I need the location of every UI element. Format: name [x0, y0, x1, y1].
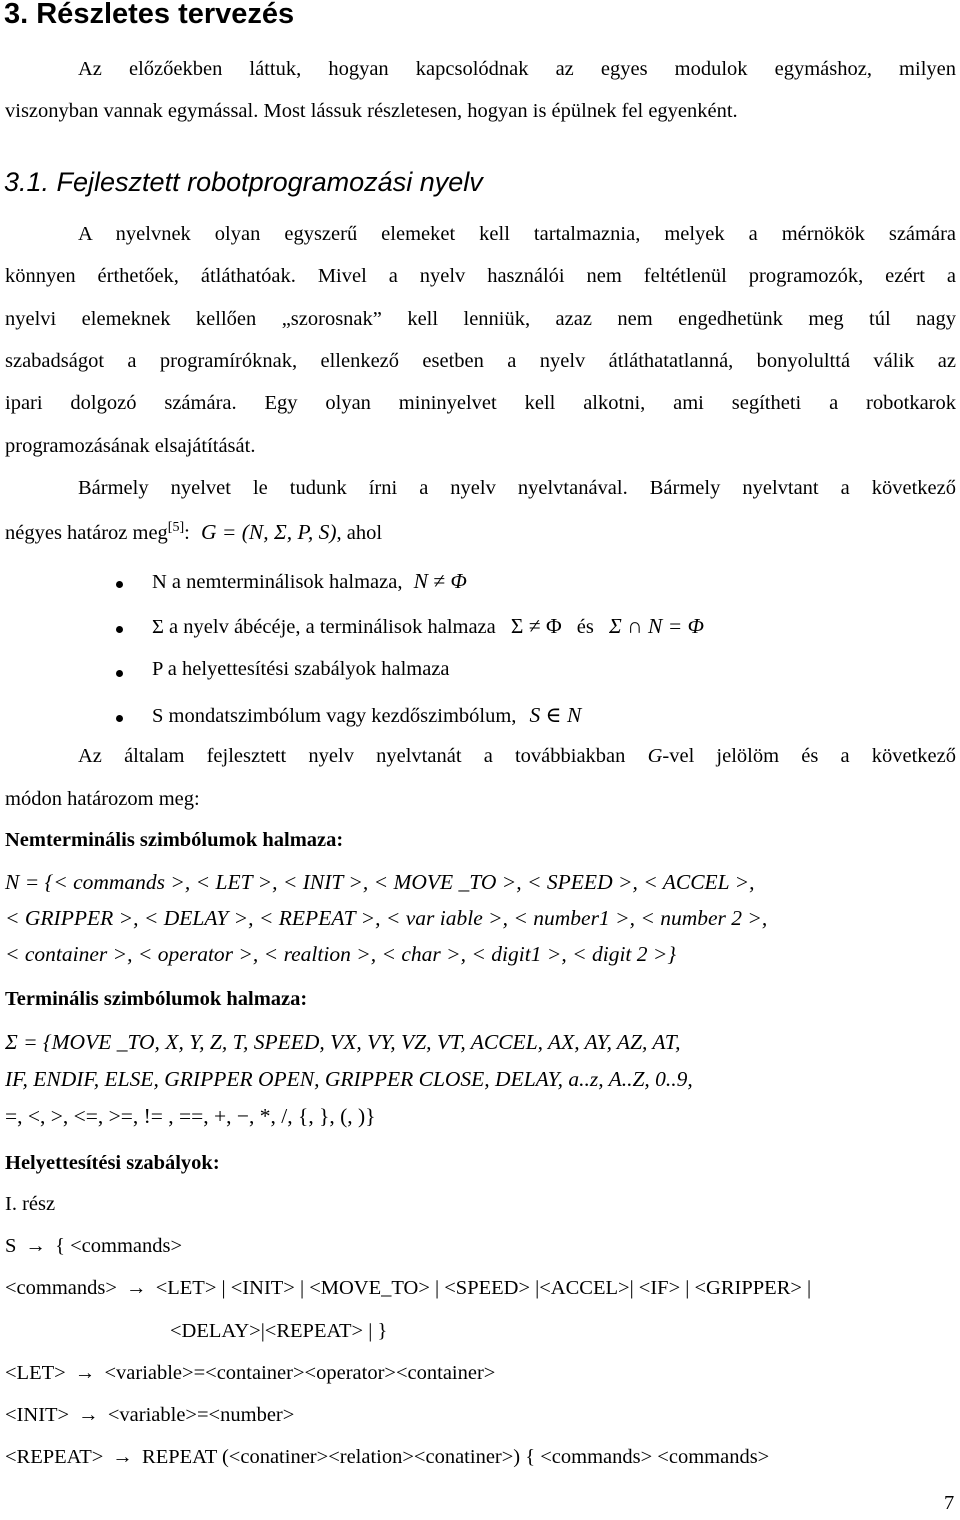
rule-2-lhs: <commands> — [5, 1277, 117, 1299]
terminals-line-3: =, <, >, <=, >=, != , ==, +, −, *, /, {, }, (, )} — [5, 1104, 376, 1128]
para2-line-1: Bármely nyelvet le tudunk írni a nyelv nyelvtanával. Bármely nyelvtant a következő — [78, 477, 956, 499]
intro-line-1: Az előzőekben láttuk, hogyan kapcsolódnak az egyes modulok egymáshoz, milyen — [78, 58, 956, 80]
para1-line-6: programozásának elsajátítását. — [5, 435, 256, 457]
rules-part: I. rész — [5, 1193, 56, 1215]
arrow-icon: → — [126, 1277, 147, 1299]
rule-5-lhs: <REPEAT> — [5, 1446, 104, 1468]
section-title: 3. Részletes tervezés — [4, 0, 295, 30]
rule-4-lhs: <INIT> — [5, 1404, 70, 1426]
para1-line-3: nyelvi elemeknek kellően „szorosnak” kell lenniük, azaz nem engedhetünk meg túl nagy — [5, 308, 956, 330]
para3-line-1 — [78, 745, 956, 768]
arrow-icon: → — [25, 1235, 47, 1257]
bullet-2-formula-2: Σ ∩ N = Φ — [609, 614, 705, 638]
para1-line-4: szabadságot a programíróknak, ellenkező esetben a nyelv átláthatatlanná, bonyolulttá válik az — [5, 350, 956, 372]
nonterminals-line-1: N = {< commands >, < LET >, < INIT >, < MOVE _TO >, < SPEED >, < ACCEL >, — [5, 870, 755, 894]
intro-line-2: viszonyban vannak egymással. Most lássuk részletesen, hogyan is épülnek fel egyenként. — [5, 100, 738, 122]
terminals-line-1: Σ = {MOVE _TO, X, Y, Z, T, SPEED, VX, VY, VZ, VT, ACCEL, AX, AY, AZ, AT, — [5, 1030, 681, 1054]
bullet-1 — [152, 569, 467, 594]
para3-post: -vel jelölöm és a következő — [662, 745, 956, 767]
rule-4 — [5, 1404, 294, 1427]
rule-3-rhs: <variable>=<container><operator><container> — [104, 1362, 496, 1384]
rule-3-lhs: <LET> — [5, 1362, 66, 1384]
nonterminals-line-3: < container >, < operator >, < realtion >, < char >, < digit1 >, < digit 2 >} — [5, 942, 677, 966]
para2-colon: : — [184, 522, 190, 544]
para1-line-1: A nyelvnek olyan egyszerű elemeket kell tartalmaznia, melyek a mérnökök számára — [78, 223, 956, 245]
para3-pre: Az általam fejlesztett nyelv nyelvtanát a továbbiakban — [78, 745, 626, 767]
para2-line-2 — [5, 520, 382, 545]
nonterminals-heading: Nemterminális szimbólumok halmaza: — [5, 829, 344, 851]
bullet-3-text: P a helyettesítési szabályok halmaza — [152, 658, 450, 680]
para1-line-5: ipari dolgozó számára. Egy olyan mininyelvet kell alkotni, ami segítheti a robotkarok — [5, 392, 956, 414]
bullet-2-formula: Σ ≠ Φ — [510, 614, 562, 638]
rule-2 — [5, 1277, 811, 1300]
para2-prefix: négyes határoz meg — [5, 522, 168, 544]
terminals-heading: Terminális szimbólumok halmaza: — [5, 988, 308, 1010]
rules-heading: Helyettesítési szabályok: — [5, 1152, 220, 1174]
rule-1-rhs: { <commands> — [55, 1235, 183, 1257]
bullet-dot — [116, 626, 123, 633]
arrow-icon: → — [74, 1362, 96, 1384]
para2-suffix: , ahol — [336, 522, 383, 544]
para1-line-2: könnyen érthetőek, átláthatóak. Mivel a nyelv használói nem feltétlenül programozók, ezért a — [5, 265, 956, 287]
para3-line-2: módon határozom meg: — [5, 788, 200, 810]
bullet-1-text: N a nemterminálisok halmaza, — [152, 571, 403, 593]
citation-ref: [5] — [167, 520, 185, 536]
bullet-dot — [116, 715, 123, 722]
rule-2-rhs: <LET> | <INIT> | <MOVE_TO> | <SPEED> |<ACCEL>| <IF> | <GRIPPER> | — [155, 1277, 812, 1299]
bullet-4-text: S mondatszimbólum vagy kezdőszimbólum, — [152, 705, 517, 727]
bullet-2-mid: és — [576, 616, 594, 638]
bullet-dot — [116, 670, 123, 677]
rule-1 — [5, 1235, 182, 1258]
bullet-4-formula: S ∈ N — [529, 703, 582, 727]
rule-1-lhs: S — [5, 1235, 17, 1257]
bullet-dot — [116, 581, 123, 588]
rule-2-continuation: <DELAY>|<REPEAT> | } — [170, 1320, 388, 1342]
bullet-2-text: Σ a nyelv ábécéje, a terminálisok halmaza — [152, 616, 496, 638]
rule-3 — [5, 1362, 495, 1385]
para3-G: G — [647, 745, 663, 767]
bullet-1-formula: N ≠ Φ — [413, 569, 467, 593]
bullet-2 — [152, 614, 704, 639]
subsection-title: 3.1. Fejlesztett robotprogramozási nyelv — [4, 167, 483, 197]
page-number: 7 — [944, 1492, 955, 1514]
terminals-line-2: IF, ENDIF, ELSE, GRIPPER OPEN, GRIPPER CLOSE, DELAY, a..z, A..Z, 0..9, — [5, 1067, 693, 1091]
nonterminals-line-2: < GRIPPER >, < DELAY >, < REPEAT >, < var iable >, < number1 >, < number 2 >, — [5, 906, 768, 930]
grammar-formula: G = (N, Σ, P, S) — [200, 520, 337, 544]
arrow-icon: → — [78, 1404, 99, 1426]
bullet-3 — [152, 658, 450, 681]
rule-5 — [5, 1446, 769, 1469]
bullet-4 — [152, 703, 581, 728]
rule-5-rhs: REPEAT (<conatiner><relation><conatiner>) { <commands> <commands> — [142, 1446, 770, 1468]
rule-4-rhs: <variable>=<number> — [107, 1404, 295, 1426]
arrow-icon: → — [112, 1446, 133, 1468]
